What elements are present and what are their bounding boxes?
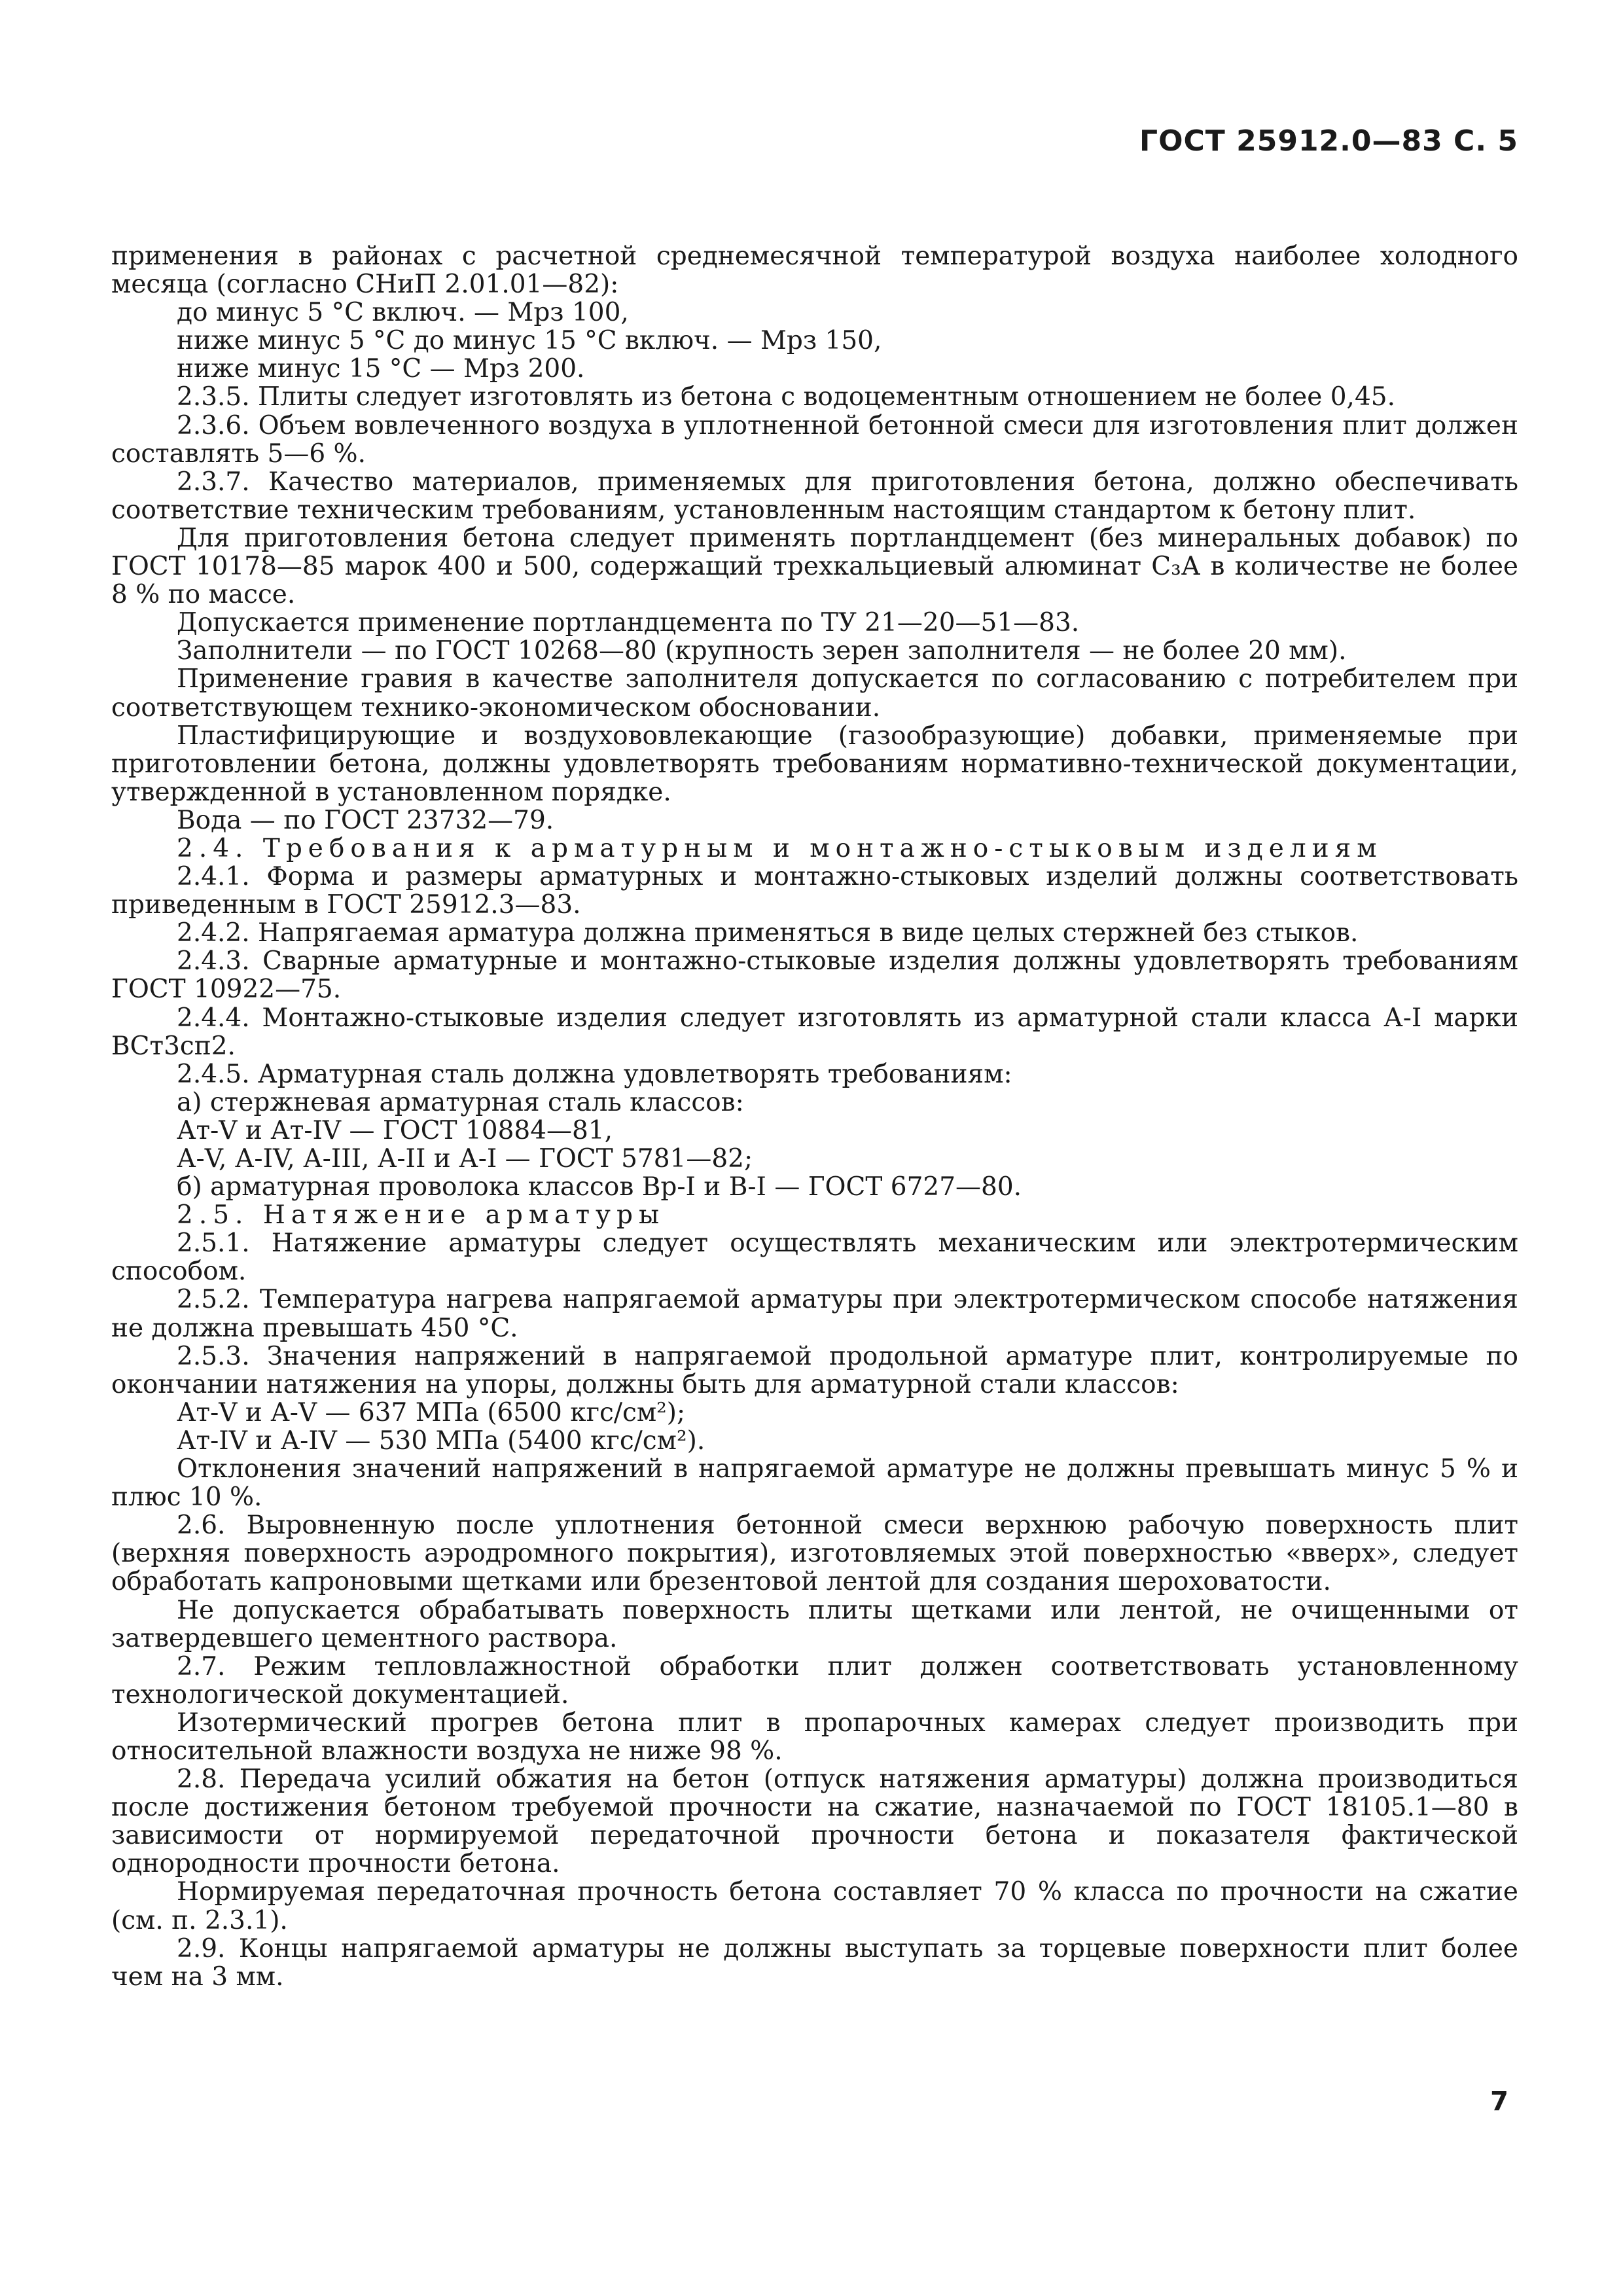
paragraph: А-V, А-IV, А-III, А-II и А-I — ГОСТ 5781—82; (177, 1144, 753, 1174)
paragraph: 2.4.1. Форма и размеры арматурных и монтажно-стыковых изделий должны соответствовать приведенным в ГОСТ 25912.3—83. (111, 862, 1518, 920)
paragraph: применения в районах с расчетной среднемесячной температурой воздуха наиболее холодного месяца (согласно СНиП 2.01.01—82): (111, 242, 1518, 300)
paragraph: 2.6. Выровненную после уплотнения бетонной смеси верхнюю рабочую поверхность плит (верхняя поверхность аэродромного покрытия), изготовляемых этой поверхностью «вверх», следует обработать капроновыми щетками или брезентовой лентой для создания шероховатости. (111, 1511, 1518, 1597)
paragraph: ниже минус 15 °С — Мрз 200. (177, 354, 585, 384)
paragraph: 2.3.6. Объем вовлеченного воздуха в уплотненной бетонной смеси для изготовления плит должен составлять 5—6 %. (111, 410, 1518, 469)
paragraph: 2.9. Концы напрягаемой арматуры не должны выступать за торцевые поверхности плит более чем на 3 мм. (111, 1933, 1518, 1992)
paragraph: Заполнители — по ГОСТ 10268—80 (крупность зерен заполнителя — не более 20 мм). (177, 636, 1347, 666)
paragraph: 2.4.3. Сварные арматурные и монтажно-стыковые изделия должны удовлетворять требованиям ГОСТ 10922—75. (111, 946, 1518, 1005)
paragraph: Ат-V и Ат-IV — ГОСТ 10884—81, (177, 1115, 613, 1145)
paragraph: 2.8. Передача усилий обжатия на бетон (отпуск натяжения арматуры) должна производиться после достижения бетоном требуемой прочности на сжатие, назначаемой по ГОСТ 18105.1—80 в зависимости от нормируемой передаточной прочности бетона и показателя фактической однородности прочности бетона. (111, 1765, 1518, 1879)
paragraph: 2.5.2. Температура нагрева напрягаемой арматуры при электротермическом способе натяжения не должна превышать 450 °С. (111, 1285, 1518, 1343)
page-header: ГОСТ 25912.0—83 С. 5 (1139, 124, 1518, 158)
paragraph: б) арматурная проволока классов Вр-I и В-I — ГОСТ 6727—80. (177, 1172, 1022, 1202)
paragraph: 2.4.4. Монтажно-стыковые изделия следует изготовлять из арматурной стали класса А-I марки ВСт3сп2. (111, 1003, 1518, 1061)
paragraph: 2.4.5. Арматурная сталь должна удовлетворять требованиям: (177, 1059, 1012, 1089)
paragraph: Для приготовления бетона следует применять портландцемент (без минеральных добавок) по ГОСТ 10178—85 марок 400 и 500, содержащий трехкальциевый алюминат С₃А в количестве не более 8 % по массе. (111, 523, 1518, 610)
paragraph: Допускается применение портландцемента по ТУ 21—20—51—83. (177, 608, 1080, 638)
paragraph: 2.3.7. Качество материалов, применяемых для приготовления бетона, должно обеспечивать соответствие техническим требованиям, установленным настоящим стандартом к бетону плит. (111, 467, 1518, 525)
paragraph: Нормируемая передаточная прочность бетона составляет 70 % класса по прочности на сжатие (см. п. 2.3.1). (111, 1877, 1518, 1935)
paragraph: Ат-IV и А-IV — 530 МПа (5400 кгс/см²). (177, 1426, 705, 1456)
paragraph: Изотермический прогрев бетона плит в пропарочных камерах следует производить при относительной влажности воздуха не ниже 98 %. (111, 1708, 1518, 1766)
paragraph: 2.5.3. Значения напряжений в напрягаемой продольной арматуре плит, контролируемые по окончании натяжения на упоры, должны быть для арматурной стали классов: (111, 1341, 1518, 1399)
document-body (111, 242, 1518, 1991)
section-heading: 2.4. Требования к арматурным и монтажно-стыковым изделиям (177, 833, 1383, 863)
paragraph: ниже минус 5 °С до минус 15 °С включ. — Мрз 150, (177, 326, 882, 356)
paragraph: Не допускается обрабатывать поверхность плиты щетками или лентой, не очищенными от затвердевшего цементного раствора. (111, 1595, 1518, 1653)
paragraph: до минус 5 °С включ. — Мрз 100, (177, 298, 629, 328)
paragraph: 2.5.1. Натяжение арматуры следует осуществлять механическим или электротермическим способом. (111, 1229, 1518, 1287)
paragraph: 2.4.2. Напрягаемая арматура должна применяться в виде целых стержней без стыков. (177, 918, 1359, 948)
paragraph: Отклонения значений напряжений в напрягаемой арматуре не должны превышать минус 5 % и плюс 10 %. (111, 1454, 1518, 1513)
paragraph: а) стержневая арматурная сталь классов: (177, 1087, 744, 1117)
section-heading: 2.5. Натяжение арматуры (177, 1200, 666, 1230)
paragraph: Применение гравия в качестве заполнителя допускается по согласованию с потребителем при соответствующем технико-экономическом обосновании. (111, 664, 1518, 723)
paragraph: Вода — по ГОСТ 23732—79. (177, 805, 554, 835)
paragraph: Пластифицирующие и воздухововлекающие (газообразующие) добавки, применяемые при приготовлении бетона, должны удовлетворять требованиям нормативно-технической документации, утвержденной в установленном порядке. (111, 721, 1518, 807)
page-number: 7 (1490, 2087, 1508, 2117)
paragraph: Ат-V и А-V — 637 МПа (6500 кгс/см²); (177, 1397, 686, 1427)
paragraph: 2.3.5. Плиты следует изготовлять из бетона с водоцементным отношением не более 0,45. (177, 382, 1395, 412)
paragraph: 2.7. Режим тепловлажностной обработки плит должен соответствовать установленному технологической документацией. (111, 1651, 1518, 1710)
